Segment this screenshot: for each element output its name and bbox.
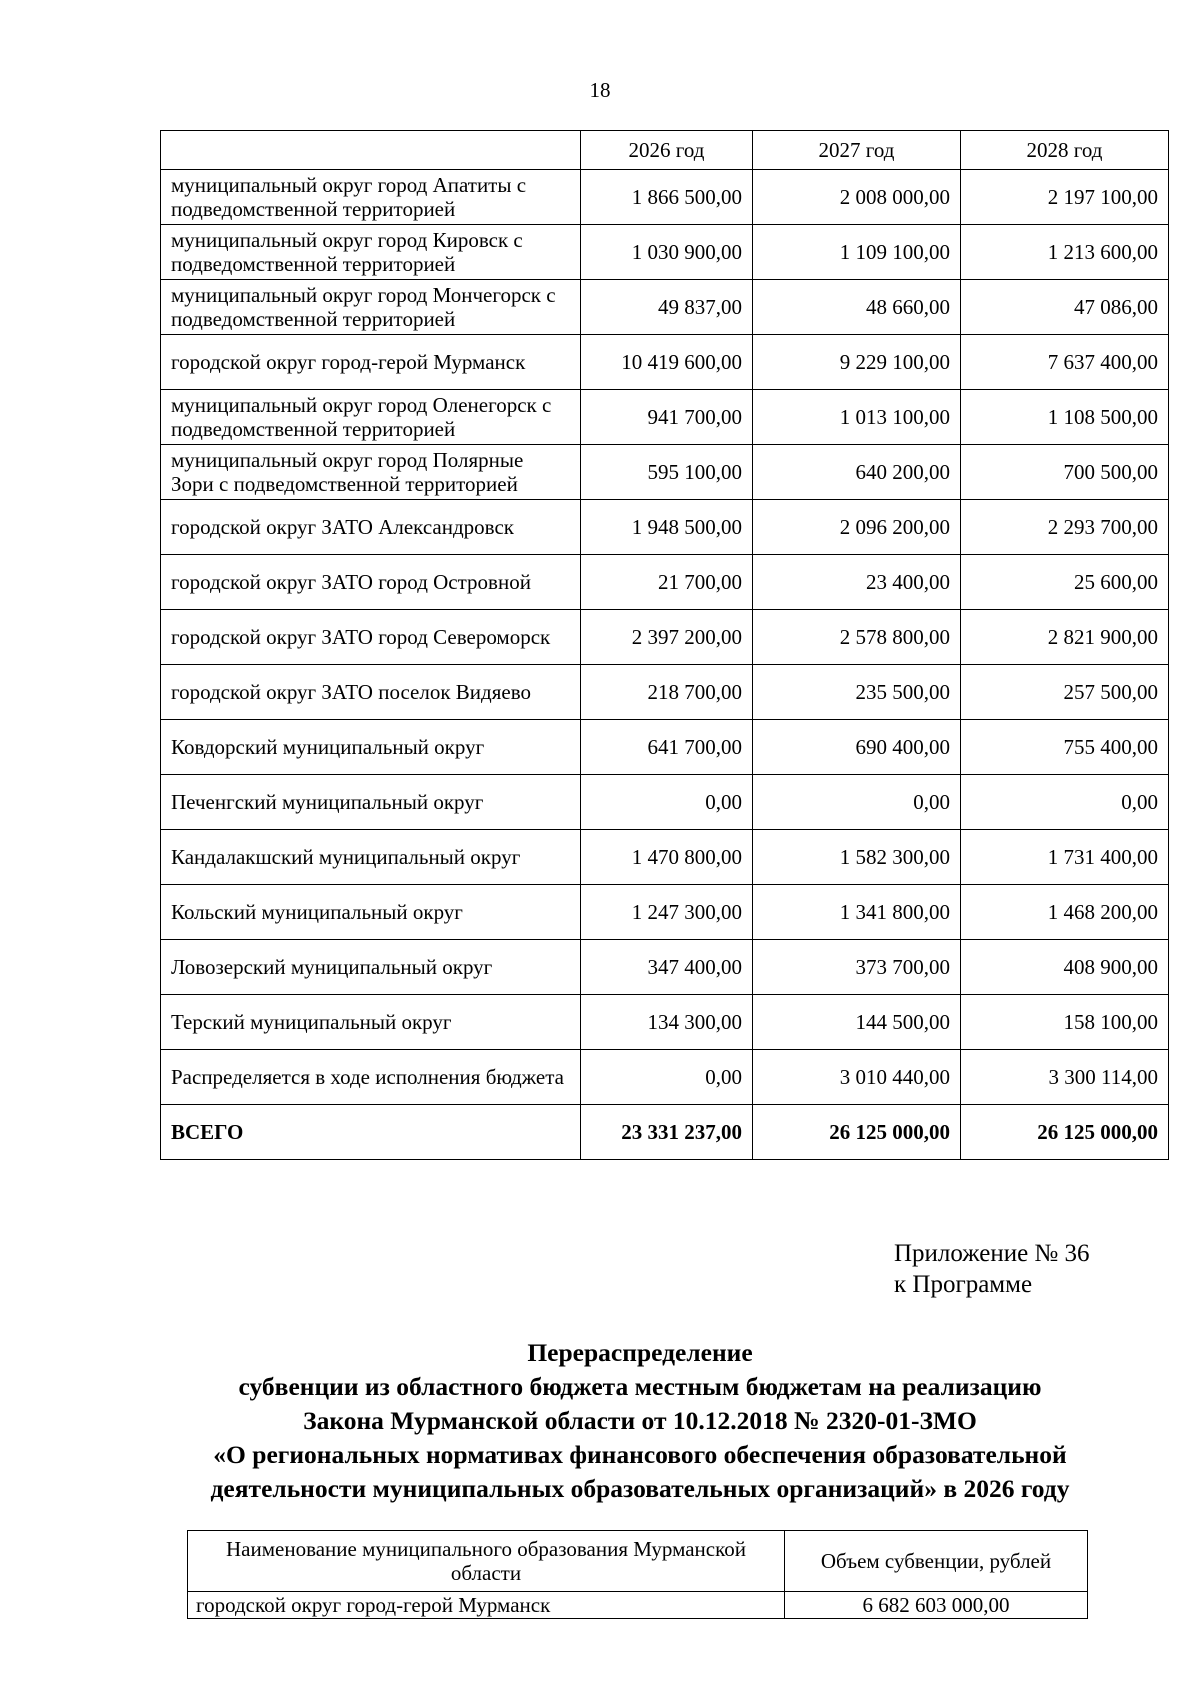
year-2028-cell: 25 600,00 xyxy=(961,555,1169,610)
municipality-cell: Печенгский муниципальный округ xyxy=(161,775,581,830)
year-2028-cell: 2 293 700,00 xyxy=(961,500,1169,555)
year-2026-cell: 595 100,00 xyxy=(581,445,753,500)
year-2028-cell: 158 100,00 xyxy=(961,995,1169,1050)
municipality-cell: муниципальный округ город Кировск с подведомственной территорией xyxy=(161,225,581,280)
title-line-1: Перераспределение xyxy=(527,1338,753,1367)
year-2026-cell: 1 866 500,00 xyxy=(581,170,753,225)
municipality-cell: городской округ ЗАТО Александровск xyxy=(161,500,581,555)
column-header: 2028 год xyxy=(961,131,1169,170)
year-2026-cell: 641 700,00 xyxy=(581,720,753,775)
table-row xyxy=(161,885,1169,940)
table-row xyxy=(161,555,1169,610)
table-row xyxy=(188,1592,1088,1619)
year-2027-cell: 9 229 100,00 xyxy=(753,335,961,390)
year-2026-cell: 1 247 300,00 xyxy=(581,885,753,940)
year-2026-cell: 0,00 xyxy=(581,775,753,830)
subvention-table-2026-2028 xyxy=(160,130,1169,1160)
year-2027-cell: 144 500,00 xyxy=(753,995,961,1050)
year-2028-cell: 2 821 900,00 xyxy=(961,610,1169,665)
column-header: 2026 год xyxy=(581,131,753,170)
municipality-cell: городской округ город-герой Мурманск xyxy=(188,1592,785,1619)
table-row xyxy=(161,280,1169,335)
redistribution-table xyxy=(187,1530,1088,1619)
municipality-cell: Распределяется в ходе исполнения бюджета xyxy=(161,1050,581,1105)
table-row xyxy=(161,610,1169,665)
year-2027-cell: 1 582 300,00 xyxy=(753,830,961,885)
table-header-row xyxy=(188,1531,1088,1592)
table-row xyxy=(161,390,1169,445)
annex-note xyxy=(894,1238,1090,1300)
column-header: Объем субвенции, рублей xyxy=(785,1531,1088,1592)
year-2028-cell: 7 637 400,00 xyxy=(961,335,1169,390)
column-header xyxy=(161,131,581,170)
year-2028-cell: 1 731 400,00 xyxy=(961,830,1169,885)
municipality-cell: муниципальный округ город Полярные Зори с подведомственной территорией xyxy=(161,445,581,500)
section-title xyxy=(150,1336,1130,1506)
table-header-row xyxy=(161,131,1169,170)
municipality-cell: Ковдорский муниципальный округ xyxy=(161,720,581,775)
year-2028-cell: 1 213 600,00 xyxy=(961,225,1169,280)
year-2027-cell: 1 013 100,00 xyxy=(753,390,961,445)
year-2027-cell: 48 660,00 xyxy=(753,280,961,335)
year-2027-cell: 2 578 800,00 xyxy=(753,610,961,665)
year-2026-cell: 941 700,00 xyxy=(581,390,753,445)
year-2026-cell: 10 419 600,00 xyxy=(581,335,753,390)
table-row xyxy=(161,775,1169,830)
total-value: 26 125 000,00 xyxy=(753,1105,961,1160)
table-row xyxy=(161,335,1169,390)
year-2027-cell: 2 096 200,00 xyxy=(753,500,961,555)
year-2026-cell: 347 400,00 xyxy=(581,940,753,995)
title-line-2: субвенции из областного бюджета местным бюджетам на реализацию xyxy=(238,1372,1042,1401)
year-2028-cell: 408 900,00 xyxy=(961,940,1169,995)
municipality-cell: муниципальный округ город Оленегорск с подведомственной территорией xyxy=(161,390,581,445)
total-value: 26 125 000,00 xyxy=(961,1105,1169,1160)
page-number: 18 xyxy=(589,78,611,102)
municipality-cell: муниципальный округ город Мончегорск с подведомственной территорией xyxy=(161,280,581,335)
year-2028-cell: 2 197 100,00 xyxy=(961,170,1169,225)
year-2027-cell: 373 700,00 xyxy=(753,940,961,995)
total-value: 23 331 237,00 xyxy=(581,1105,753,1160)
municipality-cell: городской округ ЗАТО поселок Видяево xyxy=(161,665,581,720)
table-row xyxy=(161,445,1169,500)
table-row xyxy=(161,665,1169,720)
column-header: Наименование муниципального образования Мурманской области xyxy=(188,1531,785,1592)
year-2027-cell: 23 400,00 xyxy=(753,555,961,610)
total-row xyxy=(161,1105,1169,1160)
year-2026-cell: 2 397 200,00 xyxy=(581,610,753,665)
year-2026-cell: 49 837,00 xyxy=(581,280,753,335)
annex-number: Приложение № 36 xyxy=(894,1240,1090,1267)
year-2027-cell: 690 400,00 xyxy=(753,720,961,775)
total-label: ВСЕГО xyxy=(161,1105,581,1160)
year-2027-cell: 1 109 100,00 xyxy=(753,225,961,280)
year-2028-cell: 257 500,00 xyxy=(961,665,1169,720)
year-2026-cell: 0,00 xyxy=(581,1050,753,1105)
year-2028-cell: 755 400,00 xyxy=(961,720,1169,775)
table-row xyxy=(161,500,1169,555)
table-row xyxy=(161,1050,1169,1105)
municipality-cell: Терский муниципальный округ xyxy=(161,995,581,1050)
year-2028-cell: 700 500,00 xyxy=(961,445,1169,500)
title-line-5: деятельности муниципальных образовательных организаций» в 2026 году xyxy=(210,1474,1070,1503)
year-2027-cell: 2 008 000,00 xyxy=(753,170,961,225)
municipality-cell: городской округ ЗАТО город Североморск xyxy=(161,610,581,665)
year-2026-cell: 134 300,00 xyxy=(581,995,753,1050)
table-row xyxy=(161,720,1169,775)
year-2026-cell: 218 700,00 xyxy=(581,665,753,720)
table-row xyxy=(161,170,1169,225)
year-2026-cell: 21 700,00 xyxy=(581,555,753,610)
year-2028-cell: 1 108 500,00 xyxy=(961,390,1169,445)
subvention-amount-cell: 6 682 603 000,00 xyxy=(785,1592,1088,1619)
table-row xyxy=(161,940,1169,995)
year-2027-cell: 235 500,00 xyxy=(753,665,961,720)
year-2026-cell: 1 470 800,00 xyxy=(581,830,753,885)
year-2026-cell: 1 948 500,00 xyxy=(581,500,753,555)
year-2027-cell: 3 010 440,00 xyxy=(753,1050,961,1105)
municipality-cell: Кандалакшский муниципальный округ xyxy=(161,830,581,885)
annex-program: к Программе xyxy=(894,1271,1033,1298)
title-line-4: «О региональных нормативах финансового обеспечения образовательной xyxy=(213,1440,1067,1469)
table-row xyxy=(161,995,1169,1050)
year-2028-cell: 3 300 114,00 xyxy=(961,1050,1169,1105)
year-2027-cell: 640 200,00 xyxy=(753,445,961,500)
municipality-cell: городской округ город-герой Мурманск xyxy=(161,335,581,390)
municipality-cell: Ловозерский муниципальный округ xyxy=(161,940,581,995)
municipality-cell: городской округ ЗАТО город Островной xyxy=(161,555,581,610)
table-row xyxy=(161,225,1169,280)
year-2028-cell: 1 468 200,00 xyxy=(961,885,1169,940)
column-header: 2027 год xyxy=(753,131,961,170)
year-2026-cell: 1 030 900,00 xyxy=(581,225,753,280)
year-2027-cell: 1 341 800,00 xyxy=(753,885,961,940)
year-2028-cell: 47 086,00 xyxy=(961,280,1169,335)
municipality-cell: Кольский муниципальный округ xyxy=(161,885,581,940)
year-2027-cell: 0,00 xyxy=(753,775,961,830)
municipality-cell: муниципальный округ город Апатиты с подведомственной территорией xyxy=(161,170,581,225)
table-row xyxy=(161,830,1169,885)
title-line-3: Закона Мурманской области от 10.12.2018 № 2320-01-ЗМО xyxy=(303,1406,977,1435)
year-2028-cell: 0,00 xyxy=(961,775,1169,830)
